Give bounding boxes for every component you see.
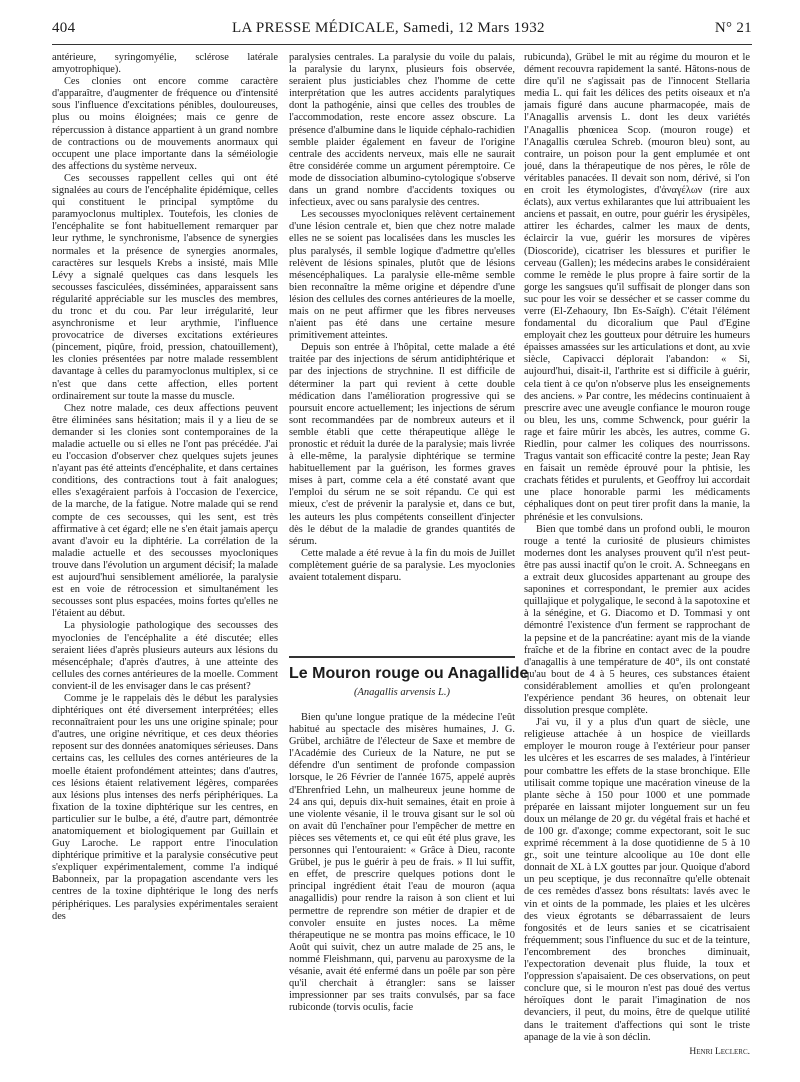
journal-title: LA PRESSE MÉDICALE, Samedi, 12 Mars 1932 [232,20,545,36]
article-title: Le Mouron rouge ou Anagallide [289,665,529,682]
author-signature: Henri Leclerc. [689,1046,750,1057]
paragraph: Les secousses myocloniques relèvent certainement d'une lésion centrale et, bien que chez notre malade elles ne se soient pas localisées dans les muscles les plus paralysés, il semble logique d'admettre qu'elles relèvent de lésions spinales, plutôt que de lésions mésencéphaliques. La paralysie elle-même semble bien reconnaître la même origine et dépendre d'une lésion des cellules des cornes antérieures de la moelle, mais on ne peut affirmer que les fibres nerveuses n'aient pas été dans une certaine mesure primitivement atteintes. [289,209,515,342]
paragraph: Comme je le rappelais dès le début les paralysies diphtériques ont été diversement interprétées; elles reconnaîtraient pour les uns une origine spinale; pour d'autres, une origine névritique, et ces deux théories reposent sur des données anatomiques sérieuses. Dans certains cas, les cellules des cornes antérieures de la moelle étaient profondément atteintes; dans d'autres, ces lésions étaient relativement légères, comparées aux lésions plus intenses des nerfs périphériques. La fixation de la toxine diphtérique sur les centres, en particulier sur le bulbe, a été, d'autre part, démontrée anatomiquement et biologiquement par Guillain et Guy Laroche. Le rapport entre l'inoculation diphtérique primitive et la paralysie consécutive peut s'expliquer expérimentalement, comme l'a indiqué Babonneix, par la propagation ascendante vers les centres de la toxine diphtérique le long des nerfs périphériques. Les paralysies expérimentales seraient des [52,692,278,922]
paragraph: rubicunda), Grübel le mit au régime du mouron et le dément recouvra rapidement la santé. Hâtons-nous de dire qu'il ne s'agissait pas de l'innocent Stellaria media L. qui fait les délices des petits oiseaux et n'a jamais figuré dans aucune pharmacopée, mais de l'Anagallis arvensis L. dont les deux variétés l'Anagallis phœnicea Scop. (mouron rouge) et l'Anagallis cœrulea Schreb. (mouron bleu) sont, au contraire, un poison pour la gent emplumée et ont joué, dans la thérapeutique de nos pères, le rôle de véritables panacées. Il devait son nom, dérivé, si l'on en croit les étymologistes, d'ἀναγέλων (rire aux éclats), aux vertus exhilarantes que lui attribuaient les anciens et passait, en outre, pour guérir les érysipèles, attirer les échardes, calmer les maux de dents, éclaircir la vue, guérir les morsures de vipères (Dioscoride), cicatriser les blessures et purifier le cerveau (Gallen); les médecins arabes le considéraient comme le remède le plus propre à faire sortir de la gorge les sangsues qu'il suffisait de plonger dans son suc pour les voir se dessécher et se casser comme du verre (El-Zehaoury, Ibn Es-Saïgh). C'était l'élément fondamental du dicoralium que Paul d'Egine employait chez les goutteux pour détruire les humeurs épaisses amassées sur les articulations et dont, au xvie siècle, Capivacci déplorait l'abandon: « Si, aujourd'hui, disait-il, l'arthrite est si difficile à guérir, cela tient à ce qu'on n'observe plus les enseignements des anciens. » Par contre, les médecins continuaient à prescrire avec une aveugle confiance le mouron rouge ou bleu, les uns, comme Schwenck, pour guérir la rage et faire mûrir les abcès, les autres, comme G. Riedlin, pour calmer les coliques des nourrissons. Tragus vantait son efficacité contre la peste; Jean Ray en faisait un remède éprouvé pour la phtisie, les crachats fétides et purulents, et Geoffroy lui accordait une place honorable parmi les médicaments céphaliques dont on peut tirer profit dans la manie, la phrénésie et les convulsions. [524,52,750,523]
paragraph: Cette malade a été revue à la fin du mois de Juillet complètement guérie de sa paralysie. Les myoclonies avaient totalement disparu. [289,547,515,584]
header-rule [52,44,752,45]
article-column-middle [289,712,515,1070]
paragraph: Ces secousses rappellent celles qui ont été signalées au cours de l'encéphalite épidémique, celles qui constituent le principal symptôme du paramyoclonus multiplex. Toutefois, les clonies de l'encéphalite se font habituellement remarquer par leur rythme, le synchronisme, l'absence de synergies normales et la présence de synergies anormales, caractères sur lesquels Krebs a insisté, mais Mlle Lévy a signalé quelques cas dans lesquels les secousses fasciculées, disséminées, apparaissent sans régularité appréciable sur les muscles des membres, du tronc et du cou. Par leur irrégularité, leur asynchronisme et leur arythmie, l'influence provocatrice de diverses excitations extérieures (pincement, piqûre, froid, pression, chatouillement), les clonies présentées par notre malade ressemblent davantage à celles du paramyoclonus multiplex, si ce n'est que dans cette affection, elles portent ordinairement sur toute la masse du muscle. [52,172,278,402]
paragraph: Bien qu'une longue pratique de la médecine l'eût habitué au spectacle des misères humaines, J. G. Grübel, archiâtre de l'électeur de Saxe et membre de l'Académie des Curieux de la Nature, ne put se défendre d'un sentiment de profonde compassion lorsque, le 26 Février de l'année 1675, appelé auprès d'Ehrenfried Lehn, un malheureux jeune homme de 24 ans qui, depuis dix-huit semaines, était en proie à une violente vésanie, il le trouva gisant sur le sol où on avait dû l'enchaîner pour l'empêcher de mettre en pièces ses vêtements et, ce qui eût été plus grave, les personnes qui l'entouraient: « Grâce à Dieu, raconte Grübel, je pus le guérir à peu de frais. » Il lui suffit, en effet, de prescrire quelques potions dont le principal ingrédient était l'eau de mouron (aqua anagallidis) pour rendre la raison à son client et lui permettre de reprendre son métier de drapier et de convoler ensuite en justes noces. La même thérapeutique ne se montra pas moins efficace, le 10 Août qui suivit, chez un autre malade de 25 ans, le nommé Fleishmann, qui, parvenu au paroxysme de la vésanie, avait été enfermé dans un poêle par son père qu'il cherchait à étrangler: sans se laisser impressionner par ses traits convulsés, par sa face rubiconde (torvis oculis, facie [289,712,515,1014]
paragraph: Ces clonies ont encore comme caractère d'apparaître, d'augmenter de fréquence ou d'intensité sous l'influence d'excitations pénibles, douloureuses, plus ou moins éloignées; mais ce genre de répercussion à distance appartient à un grand nombre de contractions ou de mouvements anormaux qui occupent une place importante dans la séméiologie des affections du système nerveux. [52,76,278,172]
paragraph: antérieure, syringomyélie, sclérose latérale amyotrophique). [52,52,278,76]
paragraph: Depuis son entrée à l'hôpital, cette malade a été traitée par des injections de sérum antidiphtérique et par des injections de strychnine. Il est difficile de déterminer la part qui revient à cette double médication dans l'amélioration progressive qui se poursuit encore actuellement; les injections de sérum sont recommandées par de nombreux auteurs et il semble établi que cette thérapeutique allège le pronostic et réduit la durée de la paralysie; mais livrée à elle-même, la paralysie diphtérique se termine habituellement par la guérison, les formes graves mises à part, comme cela a été constaté avant que l'emploi du sérum ne se soit répandu. Ce qui est mieux, c'est de prévenir la paralysie et, dans ce but, les auteurs les plus compétents conseillent d'injecter dès le début de la maladie de grandes quantités de sérum. [289,342,515,547]
page-header [52,20,752,40]
article-subtitle: (Anagallis arvensis L.) [354,687,450,698]
paragraph: Chez notre malade, ces deux affections peuvent être éliminées sans hésitation; mais il y a lieu de se demander si les clonies sont contemporaines de la maladie actuelle ou si elles ne l'ont pas précédée. J'ai eu l'occasion d'observer chez quelques sujets jeunes n'ayant pas été atteints d'encéphalite, et dans certaines conditions, des contractions tout à fait analogues; elles s'exagéraient parfois à l'occasion de l'exercice, de la marche, de la fatigue. Notre malade qui se rend compte de ces secousses, qui les sent, est très affirmative à cet égard; elle ne s'en était jamais aperçu avant d'avoir eu la diphtérie. La corrélation de la maladie actuelle et des secousses myocloniques trouve dans l'évolution un argument décisif; la malade est aujourd'hui sensiblement améliorée, la paralysie est en voie de rétrocession et simultanément les secousses sont plus espacées, moins fortes qu'elles ne l'étaient au début. [52,402,278,620]
issue-number: N° 21 [714,20,752,36]
paragraph: Bien que tombé dans un profond oubli, le mouron rouge a tenté la curiosité de plusieurs chimistes modernes dont les analyses prouvent qu'il n'est peut-être pas aussi inactif qu'on le croit. A. Schneegans en a extrait deux glucosides appartenant au groupe des saponines et correspondant, le premier aux acides quillajique et polygalique, le second à la sapotoxine et à la sénégine, et G. Diacomo et D. Tommasi y ont démontré l'existence d'un ferment se rapprochant de la pepsine et de la pancréatine: ayant mis de la viande fraîche et de la fibrine en contact avec de la poudre d'anagallis à une température de 40°, ils ont constaté qu'au bout de 4 à 5 heures, ces substances étaient considérablement amollies et qu'en prolongeant l'expérience pendant 36 heures, on obtenait leur dissolution presque complète. [524,523,750,717]
column-left [52,52,278,1070]
paragraph: paralysies centrales. La paralysie du voile du palais, la paralysie du larynx, plusieurs fois observée, seraient plus justiciables chez l'homme de cette interprétation que les autres accidents paralytiques dont la pathogénie, ainsi que celles des troubles de l'accommodation, reste encore assez obscure. La présence d'albumine dans le liquide céphalo-rachidien semble plaider également en faveur de l'origine centrale des accidents nerveux, mais elle ne saurait être considérée comme un argument péremptoire. Ce mode de dissociation albumino-cytologique s'observe dans un grand nombre d'accidents toxiques ou infectieux, avec ou sans paralysie des centres. [289,52,515,209]
page-number: 404 [52,20,76,36]
article-divider [289,656,515,658]
paragraph: La physiologie pathologique des secousses des myoclonies de l'encéphalite a été discutée; elles seraient liées d'après plusieurs auteurs aux lésions du mésencéphale; d'après d'autres, à une atteinte des cellules des cornes antérieures de la moelle. Comment convient-il de les envisager dans le cas présent? [52,620,278,692]
column-right [524,52,750,1070]
column-middle [289,52,515,672]
paragraph: J'ai vu, il y a plus d'un quart de siècle, une religieuse attachée à un hospice de vieillards employer le mouron rouge à l'extérieur pour panser les ulcères et les escarres de ses malades, à l'intérieur pour combattre les effets de la stase bronchique. Elle utilisait comme topique une macération vineuse de la plante sèche à 150 pour 1000 et une pommade préparée en laissant mijoter longuement sur un feu doux un mélange de 20 gr. du végétal frais et haché et de 100 gr. d'axonge; comme expectorant, soit le suc exprimé récemment à la dose quotidienne de 5 à 10 gr., soit une teinture alcoolique au 10e dont elle donnait de XL à LX gouttes par jour. Quoique d'abord un peu sceptique, je dus reconnaître qu'elle obtenait de ces remèdes d'assez bons résultats: lavés avec le vin et oints de la pommade, les plaies et les ulcères des vieux égrotants se débarrassaient de leurs fongosités et de leurs sanies et se cicatrisaient fréquemment; sous l'influence du suc et de la teinture, l'encombrement des bronches diminuait, l'expectoration devenait plus fluide, la toux et l'oppression s'apaisaient. De ces observations, on peut conclure que, si le mouron n'est pas doué des vertus héroïques dont le parait l'imagination de nos devanciers, il peut, du moins, être de quelque utilité dans le traitement d'affections qui sont le triste apanage de la vie à son déclin. [524,717,750,1043]
